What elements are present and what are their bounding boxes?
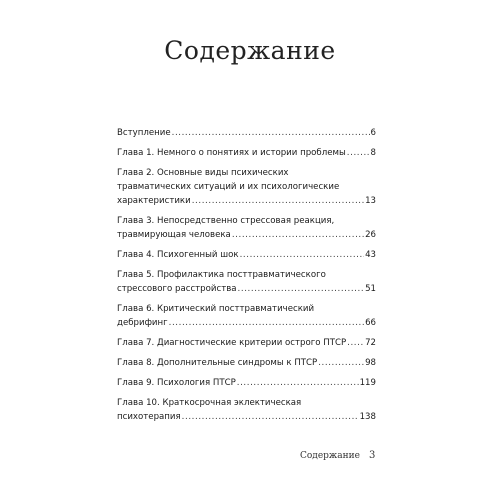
- toc-entry-page: 6: [370, 128, 376, 138]
- toc-entry-last-line: [117, 194, 376, 208]
- toc-entry-page: 66: [365, 318, 376, 328]
- toc-entry-title-line: Глава 4. Психогенный шок: [117, 250, 239, 260]
- toc-entry-title-line: Глава 10. Краткосрочная эклектическая: [117, 398, 302, 408]
- toc-entry-title-line: Глава 2. Основные виды психических: [117, 168, 289, 178]
- toc-entry-page: 72: [365, 338, 376, 348]
- toc-entry-last-line: [117, 126, 376, 140]
- toc-entry-title-line: Глава 1. Немного о понятиях и истории проблемы: [117, 148, 346, 158]
- toc-entry: [117, 396, 376, 424]
- toc-entry-title-line: Глава 9. Психология ПТСР: [117, 378, 236, 388]
- toc-entry-page: 138: [359, 412, 376, 422]
- dot-leader: [182, 410, 359, 424]
- dot-leader: [347, 146, 370, 160]
- dot-leader: [318, 356, 364, 370]
- toc-entry: [117, 214, 376, 242]
- toc-entry: [117, 302, 376, 330]
- toc-entry-page: 8: [370, 148, 376, 158]
- dot-leader: [192, 194, 364, 208]
- dot-leader: [169, 316, 364, 330]
- toc-entry-page: 98: [365, 358, 376, 368]
- toc-entry-last-line: [117, 248, 376, 262]
- toc-entry: [117, 146, 376, 160]
- toc-entry-title-line: Глава 7. Диагностические критерии острого ПТСР: [117, 338, 347, 348]
- toc-entry: [117, 336, 376, 350]
- toc-entry-last-line: [117, 228, 376, 242]
- dot-leader: [347, 336, 364, 350]
- toc-entry-page: 119: [359, 378, 376, 388]
- dot-leader: [232, 228, 364, 242]
- running-title: Содержание: [300, 451, 360, 461]
- toc-entry-last-line: [117, 376, 376, 390]
- table-of-contents: [117, 126, 376, 430]
- toc-entry-last-line: [117, 336, 376, 350]
- toc-entry-last-line: [117, 410, 376, 424]
- toc-entry-title-line: Глава 8. Дополнительные синдромы к ПТСР: [117, 358, 318, 368]
- toc-entry-page: 26: [365, 230, 376, 240]
- toc-entry-page: 13: [365, 196, 376, 206]
- toc-entry-title-line: Глава 5. Профилактика посттравматического: [117, 270, 326, 280]
- dot-leader: [240, 248, 364, 262]
- toc-entry-title-line: стрессового расстройства: [117, 284, 237, 294]
- toc-entry-title-line: травмирующая человека: [117, 230, 231, 240]
- dot-leader: [238, 282, 365, 296]
- toc-entry-title-line: Глава 3. Непосредственно стрессовая реакция,: [117, 216, 335, 226]
- toc-entry-last-line: [117, 146, 376, 160]
- toc-entry: [117, 356, 376, 370]
- dot-leader: [237, 376, 359, 390]
- toc-entry-page: 43: [365, 250, 376, 260]
- toc-entry-title-line: Вступление: [117, 128, 171, 138]
- dot-leader: [172, 126, 370, 140]
- toc-entry-title-line: психотерапия: [117, 412, 181, 422]
- toc-entry-last-line: [117, 316, 376, 330]
- toc-entry: [117, 166, 376, 208]
- toc-entry: [117, 248, 376, 262]
- toc-entry-page: 51: [365, 284, 376, 294]
- page-number: 3: [369, 450, 376, 461]
- toc-entry: [117, 126, 376, 140]
- toc-entry-title-line: характеристики: [117, 196, 191, 206]
- page-title: Содержание: [164, 36, 336, 65]
- toc-entry-title-line: дебрифинг: [117, 318, 168, 328]
- toc-entry: [117, 376, 376, 390]
- toc-entry-title-line: травматических ситуаций и их психологические: [117, 182, 340, 192]
- toc-entry: [117, 268, 376, 296]
- toc-entry-last-line: [117, 282, 376, 296]
- toc-entry-title-line: Глава 6. Критический посттравматический: [117, 304, 315, 314]
- toc-entry-last-line: [117, 356, 376, 370]
